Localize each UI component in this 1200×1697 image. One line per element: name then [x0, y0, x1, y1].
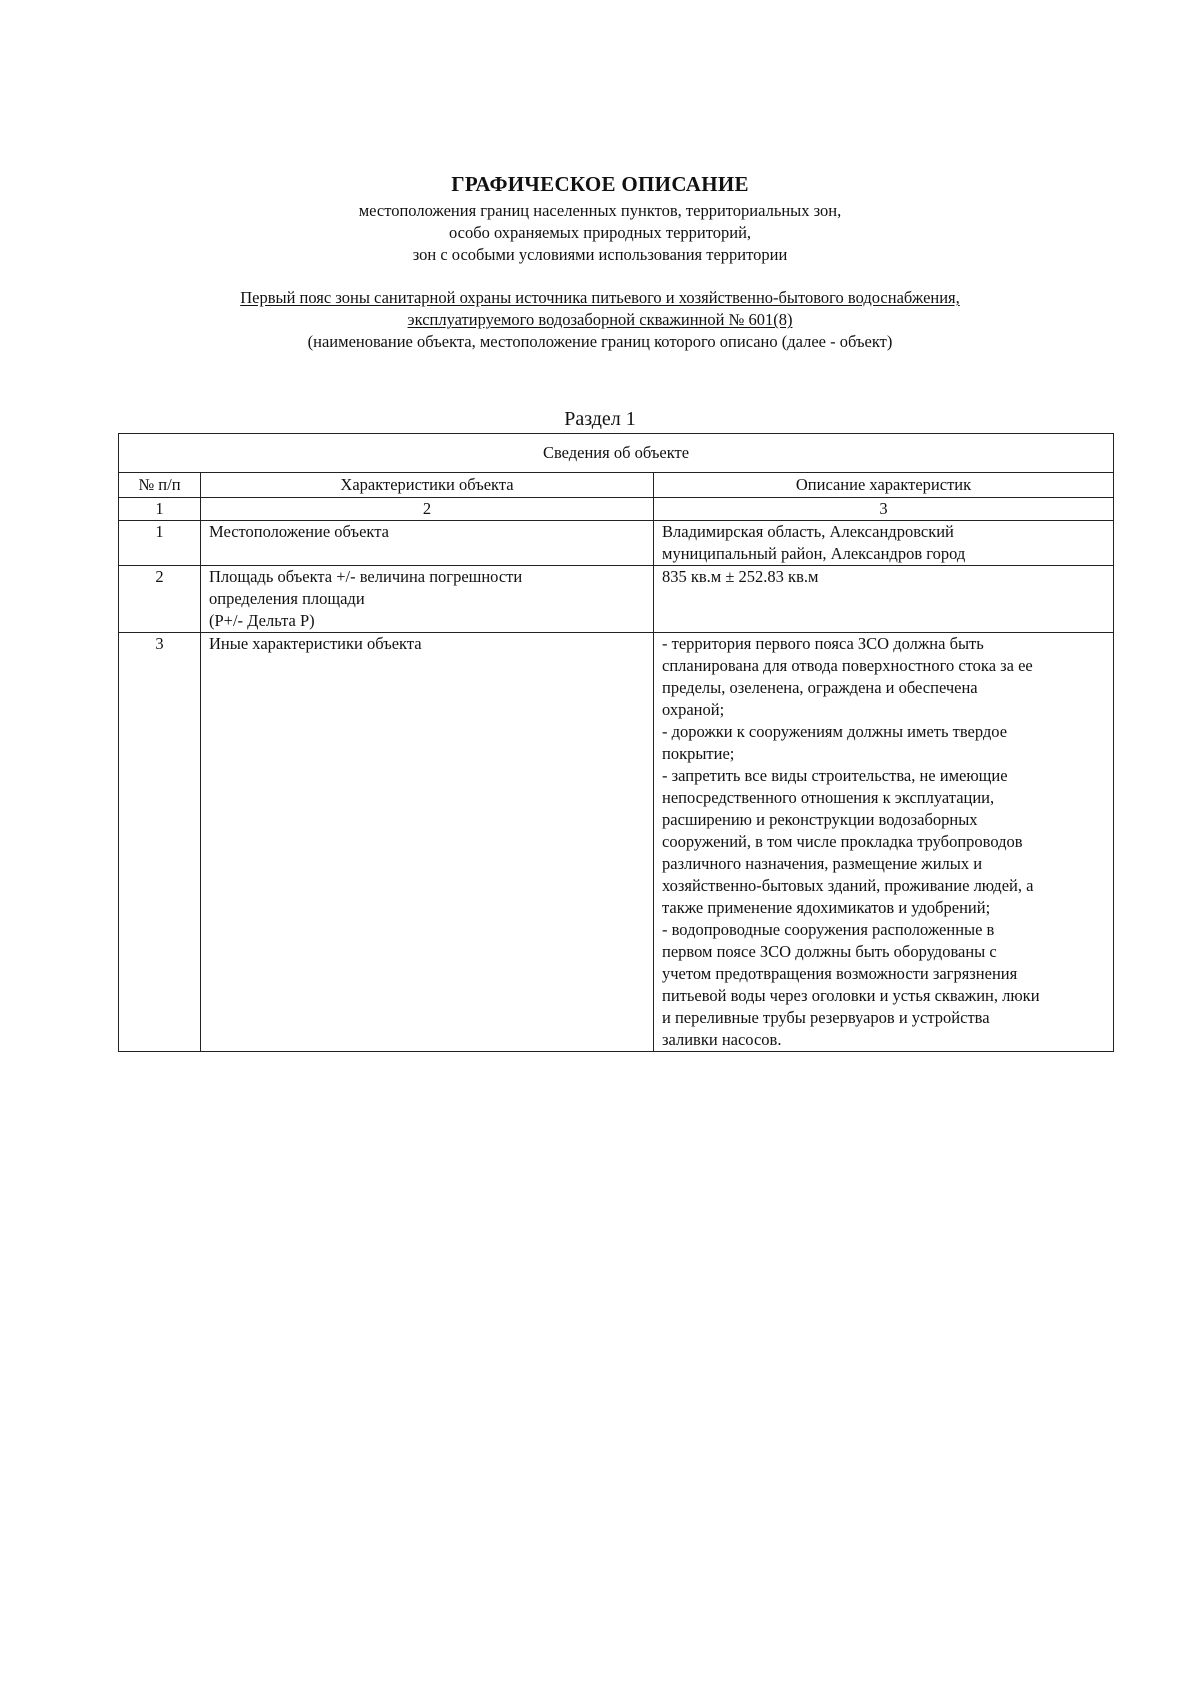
- description-line: хозяйственно-бытовых зданий, проживание людей, а: [662, 876, 1034, 895]
- characteristic-line: определения площади: [209, 589, 365, 608]
- row-description: [654, 521, 1114, 566]
- column-header-characteristic: Характеристики объекта: [201, 473, 654, 498]
- description-line: питьевой воды через оголовки и устья скважин, люки: [662, 986, 1040, 1005]
- column-number: 2: [201, 498, 654, 521]
- description-line: - запретить все виды строительства, не имеющие: [662, 766, 1008, 785]
- document-title: ГРАФИЧЕСКОЕ ОПИСАНИЕ: [451, 172, 749, 196]
- row-characteristic: [201, 566, 654, 633]
- description-line: различного назначения, размещение жилых и: [662, 854, 983, 873]
- description-line: также применение ядохимикатов и удобрений;: [662, 898, 991, 917]
- description-line: пределы, озеленена, ограждена и обеспечена: [662, 678, 978, 697]
- description-line: сооружений, в том числе прокладка трубопроводов: [662, 832, 1023, 851]
- description-line: охраной;: [662, 700, 725, 719]
- subtitle-line: особо охраняемых природных территорий,: [448, 223, 752, 242]
- description-line: и переливные трубы резервуаров и устройства: [662, 1008, 990, 1027]
- row-description: [654, 566, 1114, 633]
- object-name-line: Первый пояс зоны санитарной охраны источника питьевого и хозяйственно-бытового водоснабжения,: [240, 288, 960, 307]
- table-caption-row: [119, 434, 1114, 473]
- table-caption: Сведения об объекте: [119, 434, 1114, 473]
- description-line: учетом предотвращения возможности загрязнения: [662, 964, 1018, 983]
- description-line: заливки насосов.: [662, 1030, 782, 1049]
- table-header-row: [119, 473, 1114, 498]
- row-number: 1: [119, 521, 201, 566]
- subtitle-line: зон с особыми условиями использования территории: [412, 245, 788, 264]
- description-line: расширению и реконструкции водозаборных: [662, 810, 978, 829]
- description-line: непосредственного отношения к эксплуатации,: [662, 788, 995, 807]
- column-number: 3: [654, 498, 1114, 521]
- object-info-table: [118, 433, 1114, 1052]
- row-number: 2: [119, 566, 201, 633]
- subtitle-line: местоположения границ населенных пунктов, территориальных зон,: [358, 201, 842, 220]
- table-row: [119, 521, 1114, 566]
- description-line: первом поясе ЗСО должны быть оборудованы с: [662, 942, 997, 961]
- row-characteristic: [201, 521, 654, 566]
- object-caption: (наименование объекта, местоположение границ которого описано (далее - объект): [307, 332, 893, 351]
- description-line: Владимирская область, Александровский: [662, 522, 954, 541]
- description-line: - водопроводные сооружения расположенные в: [662, 920, 995, 939]
- description-line: покрытие;: [662, 744, 735, 763]
- column-header-description: Описание характеристик: [654, 473, 1114, 498]
- characteristic-line: Иные характеристики объекта: [209, 634, 422, 653]
- description-line: 835 кв.м ± 252.83 кв.м: [662, 567, 819, 586]
- column-header-num: № п/п: [119, 473, 201, 498]
- column-number-row: [119, 498, 1114, 521]
- characteristic-line: Местоположение объекта: [209, 522, 389, 541]
- row-description: [654, 633, 1114, 1052]
- table-row: [119, 633, 1114, 1052]
- column-number: 1: [119, 498, 201, 521]
- description-line: - дорожки к сооружениям должны иметь твердое: [662, 722, 1008, 741]
- object-name-line: эксплуатируемого водозаборной скважинной № 601(8): [407, 310, 793, 329]
- characteristic-line: (P+/- Дельта P): [209, 611, 315, 630]
- description-line: спланирована для отвода поверхностного стока за ее: [662, 656, 1033, 675]
- description-line: муниципальный район, Александров город: [662, 544, 966, 563]
- table-row: [119, 566, 1114, 633]
- characteristic-line: Площадь объекта +/- величина погрешности: [209, 567, 523, 586]
- section-label: Раздел 1: [564, 408, 636, 430]
- row-number: 3: [119, 633, 201, 1052]
- row-characteristic: [201, 633, 654, 1052]
- object-name-block: [0, 287, 1200, 353]
- document-subtitle: [0, 200, 1200, 266]
- description-line: - территория первого пояса ЗСО должна быть: [662, 634, 984, 653]
